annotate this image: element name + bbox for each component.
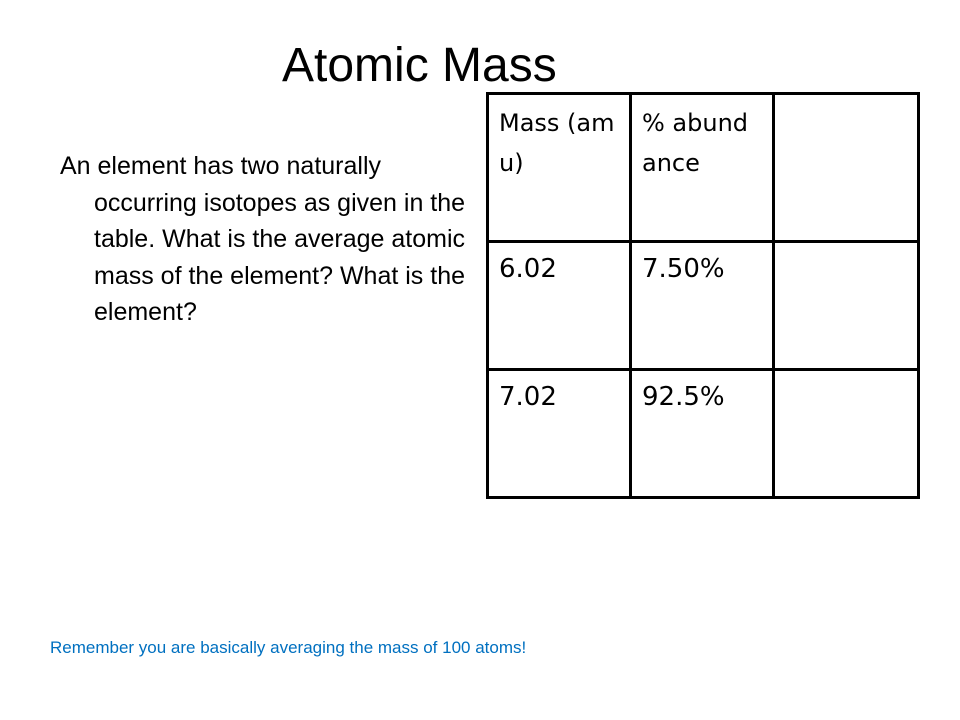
cell-abundance: 7.50%	[631, 242, 774, 370]
header-abundance: % abundance	[631, 94, 774, 242]
cell-blank	[774, 242, 919, 370]
cell-abundance: 92.5%	[631, 370, 774, 498]
isotope-table	[486, 92, 920, 499]
table-row	[488, 370, 919, 498]
header-mass: Mass (amu)	[488, 94, 631, 242]
header-blank	[774, 94, 919, 242]
cell-blank	[774, 370, 919, 498]
question-text: An element has two naturally occurring isotopes as given in the table. What is the average atomic mass of the element? What is the element?	[60, 152, 466, 327]
table-header-row	[488, 94, 919, 242]
table-row	[488, 242, 919, 370]
cell-mass: 6.02	[488, 242, 631, 370]
reminder-note: Remember you are basically averaging the mass of 100 atoms!	[50, 638, 527, 657]
cell-mass: 7.02	[488, 370, 631, 498]
slide-title: Atomic Mass	[282, 39, 557, 92]
